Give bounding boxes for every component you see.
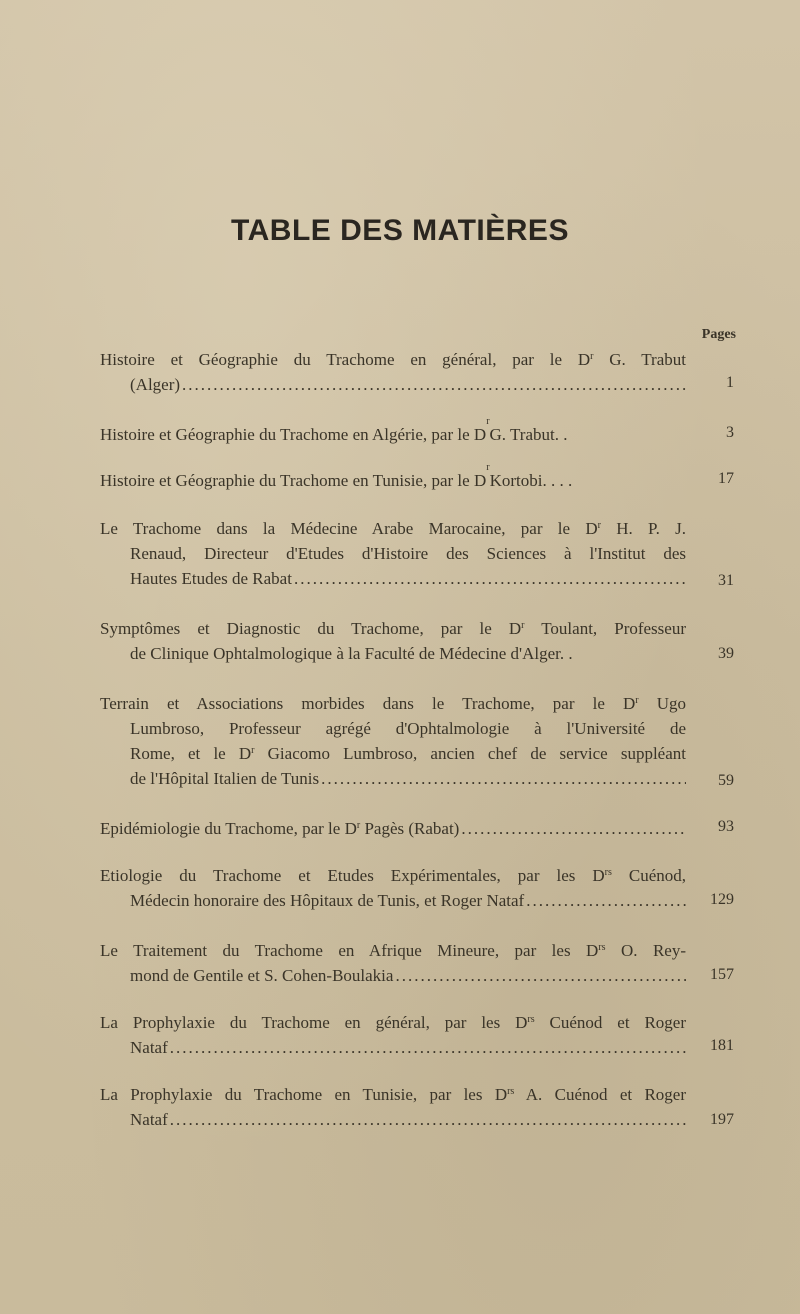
toc-entry[interactable] bbox=[100, 347, 686, 397]
toc-entry-line: de Clinique Ophtalmologique à la Faculté de Médecine d'Alger. . bbox=[130, 644, 573, 663]
toc-page-number: 17 bbox=[718, 470, 734, 487]
toc-entry-line-dotted bbox=[100, 1035, 686, 1060]
toc-page-number: 157 bbox=[710, 966, 734, 983]
toc-entry-line: Epidémiologie du Trachome, par le $D^r$ Pagès (Rabat) bbox=[100, 819, 460, 838]
toc-page-number: 59 bbox=[718, 772, 734, 789]
page-title: TABLE DES MATIÈRES bbox=[231, 214, 569, 247]
leader-dots bbox=[294, 566, 686, 591]
toc-entry-line: Médecin honoraire des Hôpitaux de Tunis, et Roger Nataf bbox=[130, 891, 525, 910]
toc-entry[interactable] bbox=[100, 691, 686, 791]
toc-entry[interactable] bbox=[100, 938, 686, 988]
toc-page-number: 3 bbox=[726, 424, 734, 441]
toc-entry-line: Renaud, Directeur d'Etudes d'Histoire des Sciences à l'Institut des bbox=[130, 544, 686, 563]
toc-entry-line: La Prophylaxie du Trachome en Tunisie, par les $D^{rs}$ A. Cuénod et Roger bbox=[100, 1085, 686, 1104]
toc-entry[interactable] bbox=[100, 616, 686, 666]
toc-entry[interactable] bbox=[100, 1010, 686, 1060]
toc-entry[interactable] bbox=[100, 1082, 686, 1132]
toc-entry-line: Histoire et Géographie du Trachome en Tunisie, par le D r Kortobi. . . . bbox=[100, 462, 573, 490]
toc-entry-line: Rome, et le $D^r$ Giacomo Lumbroso, ancien chef de service suppléant bbox=[130, 744, 686, 763]
toc-entry-line: Symptômes et Diagnostic du Trachome, par le $D^r$ Toulant, Professeur bbox=[100, 619, 686, 638]
toc-entry-line: Le Traitement du Trachome en Afrique Mineure, par les $D^{rs}$ O. Rey- bbox=[100, 941, 686, 960]
toc-page-number: 129 bbox=[710, 891, 734, 908]
toc-entry-line: Histoire et Géographie du Trachome en Algérie, par le D r G. Trabut. . bbox=[100, 416, 568, 444]
toc-page-number: 181 bbox=[710, 1037, 734, 1054]
leader-dots bbox=[461, 816, 686, 841]
toc-entry[interactable] bbox=[100, 516, 686, 591]
toc-page-number: 1 bbox=[726, 374, 734, 391]
leader-dots bbox=[321, 766, 686, 791]
toc-entry-line-dotted bbox=[100, 766, 686, 791]
toc-entry-line: Nataf bbox=[130, 1110, 168, 1129]
toc-page-number: 93 bbox=[718, 818, 734, 835]
toc-entry-line: mond de Gentile et S. Cohen-Boulakia bbox=[130, 966, 394, 985]
toc-entry-line-dotted bbox=[100, 372, 686, 397]
toc-entry-line: Lumbroso, Professeur agrégé d'Ophtalmologie à l'Université de bbox=[130, 719, 686, 738]
toc-entry-line: Terrain et Associations morbides dans le Trachome, par le $D^r$ Ugo bbox=[100, 694, 686, 713]
toc-entry-line-dotted bbox=[100, 816, 686, 841]
toc-entry[interactable] bbox=[100, 816, 686, 841]
toc-entry[interactable] bbox=[100, 462, 686, 493]
toc-entry-line-dotted bbox=[100, 1107, 686, 1132]
toc-entry-line: Hautes Etudes de Rabat bbox=[130, 569, 292, 588]
toc-entry-line: La Prophylaxie du Trachome en général, par les $D^{rs}$ Cuénod et Roger bbox=[100, 1013, 686, 1032]
toc-page-number: 197 bbox=[710, 1111, 734, 1128]
leader-dots bbox=[170, 1107, 686, 1132]
toc-entry-line: Etiologie du Trachome et Etudes Expérimentales, par les $D^{rs}$ Cuénod, bbox=[100, 866, 686, 885]
toc-entry-line-dotted bbox=[100, 963, 686, 988]
toc-entry-line-dotted bbox=[100, 888, 686, 913]
toc-entry-line: de l'Hôpital Italien de Tunis bbox=[130, 769, 320, 788]
toc-page-number: 31 bbox=[718, 572, 734, 589]
toc-entry-line: Nataf bbox=[130, 1038, 168, 1057]
leader-dots bbox=[395, 963, 686, 988]
leader-dots bbox=[526, 888, 686, 913]
toc-entry-line: Le Trachome dans la Médecine Arabe Marocaine, par le $D^r$ H. P. J. bbox=[100, 519, 686, 538]
toc-entry-line-dotted bbox=[100, 566, 686, 591]
pages-column-label: Pages bbox=[701, 327, 736, 342]
toc-entry[interactable] bbox=[100, 863, 686, 913]
toc-page-number: 39 bbox=[718, 645, 734, 662]
toc-entry-line: Histoire et Géographie du Trachome en général, par le $D^r$ G. Trabut bbox=[100, 350, 686, 369]
toc-entry[interactable] bbox=[100, 416, 686, 447]
toc-entry-line: (Alger) bbox=[130, 375, 181, 394]
leader-dots bbox=[170, 1035, 686, 1060]
leader-dots bbox=[182, 372, 686, 397]
